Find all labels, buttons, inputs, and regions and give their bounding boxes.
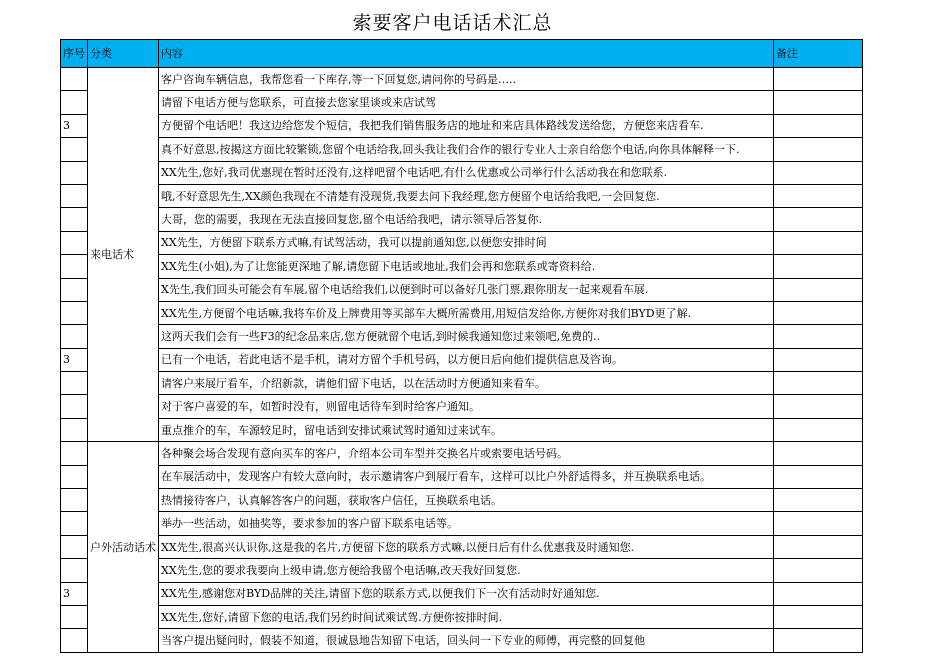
content-cell[interactable]: 重点推介的车，车源较足时，留电话到安排试乘试驾时通知过来试车。 (159, 418, 774, 441)
content-cell[interactable]: 举办一些活动，如抽奖等，要求参加的客户留下联系电话等。 (159, 512, 774, 535)
content-cell[interactable]: 方便留个电话吧！我这边给您发个短信，我把我们销售服务店的地址和来店具体路线发送给您，方便您来店看车. (159, 114, 774, 137)
row-number-cell[interactable] (61, 138, 88, 161)
note-cell[interactable] (774, 605, 863, 628)
note-cell[interactable] (774, 301, 863, 324)
content-cell[interactable]: 当客户提出疑问时，假装不知道，很诚恳地告知留下电话，回头问一下专业的师傅，再完整的回复他 (159, 629, 774, 652)
table-row (61, 559, 863, 582)
table-row (61, 184, 863, 207)
header-category[interactable]: 分类 (88, 40, 159, 68)
row-number-cell[interactable]: 3 (61, 348, 88, 371)
content-cell[interactable]: XX先生，方便留下联系方式嘛,有试驾活动，我可以提前通知您,以便您安排时间 (159, 231, 774, 254)
note-cell[interactable] (774, 559, 863, 582)
table-row (61, 255, 863, 278)
row-number-cell[interactable] (61, 231, 88, 254)
content-cell[interactable]: 哦,不好意思先生,XX颜色我现在不清楚有没现货,我要去问下我经理,您方便留个电话给我吧,一会回复您. (159, 184, 774, 207)
note-cell[interactable] (774, 418, 863, 441)
content-cell[interactable]: 热情接待客户，认真解答客户的问题，获取客户信任，互换联系电话。 (159, 489, 774, 512)
content-cell[interactable]: 大哥，您的需要，我现在无法直接回复您,留个电话给我吧，请示领导后答复你. (159, 208, 774, 231)
table-row (61, 348, 863, 371)
note-cell[interactable] (774, 278, 863, 301)
table-row (61, 418, 863, 441)
note-cell[interactable] (774, 255, 863, 278)
category-label: 户外活动话术 (90, 540, 156, 554)
table-row (61, 372, 863, 395)
row-number-cell[interactable] (61, 91, 88, 114)
content-cell[interactable]: 已有一个电话，若此电话不是手机，请对方留个手机号码，以方便日后向他们提供信息及咨询。 (159, 348, 774, 371)
row-number-cell[interactable] (61, 208, 88, 231)
row-number-cell[interactable] (61, 301, 88, 324)
table-row (61, 512, 863, 535)
row-number-cell[interactable] (61, 372, 88, 395)
note-cell[interactable] (774, 489, 863, 512)
row-number-cell[interactable] (61, 278, 88, 301)
content-cell[interactable]: XX先生,很高兴认识你,这是我的名片,方便留下您的联系方式嘛,以便日后有什么优惠我及时通知您. (159, 535, 774, 558)
note-cell[interactable] (774, 325, 863, 348)
table-body (61, 68, 863, 653)
note-cell[interactable] (774, 512, 863, 535)
content-cell[interactable]: XX先生,您的要求我要向上级申请,您方便给我留个电话嘛,改天我好回复您. (159, 559, 774, 582)
row-number-cell[interactable] (61, 559, 88, 582)
content-cell[interactable]: 对于客户喜爱的车，如暂时没有，则留电话待车到时给客户通知。 (159, 395, 774, 418)
header-note[interactable]: 备注 (774, 40, 863, 68)
row-number-cell[interactable]: 3 (61, 114, 88, 137)
note-cell[interactable] (774, 184, 863, 207)
note-cell[interactable] (774, 161, 863, 184)
content-cell[interactable]: XX先生,您好,我司优惠现在暂时还没有,这样吧留个电话吧,有什么优惠或公司举行什么活动我在和您联系. (159, 161, 774, 184)
row-number-cell[interactable] (61, 535, 88, 558)
note-cell[interactable] (774, 138, 863, 161)
table-row (61, 68, 863, 91)
table-row (61, 231, 863, 254)
row-number-cell[interactable] (61, 395, 88, 418)
row-number-cell[interactable] (61, 161, 88, 184)
script-table (60, 39, 863, 653)
table-row (61, 465, 863, 488)
row-number-cell[interactable]: 3 (61, 582, 88, 605)
table-row (61, 208, 863, 231)
row-number-cell[interactable] (61, 629, 88, 652)
content-cell[interactable]: 在车展活动中，发现客户有较大意向时，表示邀请客户到展厅看车，这样可以比户外舒适得多，并互换联系电话。 (159, 465, 774, 488)
row-number-cell[interactable] (61, 68, 88, 91)
note-cell[interactable] (774, 208, 863, 231)
content-cell[interactable]: 真不好意思,按揭这方面比较繁锁,您留个电话给我,回头我让我们合作的银行专业人士亲自给您个电话,向你具体解释一下. (159, 138, 774, 161)
content-cell[interactable]: 客户咨询车辆信息，我帮您看一下库存,等一下回复您,请问你的号码是….. (159, 68, 774, 91)
category-cell[interactable] (88, 68, 159, 442)
sheet-title: 索要客户电话话术汇总 (352, 12, 553, 34)
category-label: 来电话术 (90, 248, 134, 262)
note-cell[interactable] (774, 629, 863, 652)
row-number-cell[interactable] (61, 442, 88, 465)
note-cell[interactable] (774, 231, 863, 254)
content-cell[interactable]: XX先生,方便留个电话嘛,我将车价及上牌费用等买部车大概所需费用,用短信发给你,方便你对我们BYD更了解. (159, 301, 774, 324)
table-row (61, 161, 863, 184)
row-number-cell[interactable] (61, 184, 88, 207)
header-content[interactable]: 内容 (159, 40, 774, 68)
note-cell[interactable] (774, 582, 863, 605)
table-row (61, 442, 863, 465)
content-cell[interactable]: XX先生,感谢您对BYD品牌的关注,请留下您的联系方式,以便我们下一次有活动时好通知您. (159, 582, 774, 605)
table-row (61, 114, 863, 137)
content-cell[interactable]: XX先生(小姐),为了让您能更深地了解,请您留下电话或地址,我们会再和您联系或寄资料给. (159, 255, 774, 278)
row-number-cell[interactable] (61, 465, 88, 488)
note-cell[interactable] (774, 395, 863, 418)
table-row (61, 629, 863, 652)
row-number-cell[interactable] (61, 489, 88, 512)
header-row (61, 40, 863, 68)
note-cell[interactable] (774, 114, 863, 137)
content-cell[interactable]: 各种聚会场合发现有意向买车的客户，介绍本公司车型并交换名片或索要电话号码。 (159, 442, 774, 465)
note-cell[interactable] (774, 372, 863, 395)
table-row (61, 605, 863, 628)
content-cell[interactable]: X先生,我们回头可能会有车展,留个电话给我们,以便到时可以备好几张门票,跟你朋友一起来观看车展. (159, 278, 774, 301)
table-row (61, 489, 863, 512)
note-cell[interactable] (774, 535, 863, 558)
table-row (61, 138, 863, 161)
row-number-cell[interactable] (61, 418, 88, 441)
note-cell[interactable] (774, 348, 863, 371)
note-cell[interactable] (774, 442, 863, 465)
category-cell[interactable] (88, 442, 159, 653)
row-number-cell[interactable] (61, 512, 88, 535)
content-cell[interactable]: XX先生,您好,请留下您的电话,我们另约时间试乘试驾.方便你按排时间. (159, 605, 774, 628)
table-row (61, 395, 863, 418)
content-cell[interactable]: 这两天我们会有一些F3的纪念品来店,您方便就留个电话,到时候我通知您过来领吧,免费的.. (159, 325, 774, 348)
table-row (61, 325, 863, 348)
row-number-cell[interactable] (61, 325, 88, 348)
table-row (61, 301, 863, 324)
table-row (61, 582, 863, 605)
row-number-cell[interactable] (61, 605, 88, 628)
note-cell[interactable] (774, 68, 863, 91)
table-row (61, 91, 863, 114)
note-cell[interactable] (774, 465, 863, 488)
row-number-cell[interactable] (61, 255, 88, 278)
content-cell[interactable]: 请留下电话方便与您联系，可直接去您家里谈或来店试驾 (159, 91, 774, 114)
table-row (61, 278, 863, 301)
note-cell[interactable] (774, 91, 863, 114)
content-cell[interactable]: 请客户来展厅看车，介绍新款，请他们留下电话，以在活动时方便通知来看车。 (159, 372, 774, 395)
table-row (61, 535, 863, 558)
header-no[interactable]: 序号 (61, 40, 88, 68)
